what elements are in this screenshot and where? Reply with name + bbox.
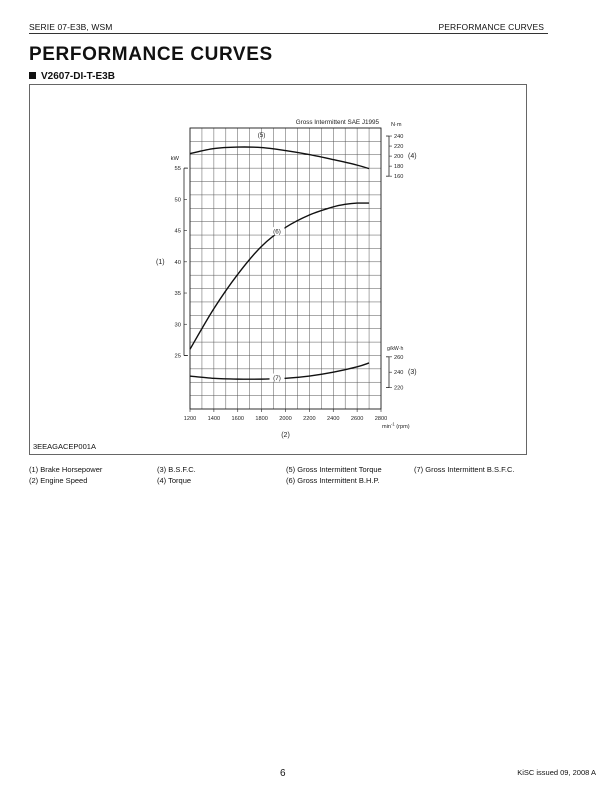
legend-item: (4) Torque [157, 476, 192, 485]
torque-tick-label: 240 [394, 134, 404, 141]
torque-tick-label: 220 [394, 144, 404, 151]
torque-tick-label: 160 [394, 174, 404, 181]
x-tick-label: 1600 [231, 416, 244, 422]
bsfc-axis-unit: g/kW·h [387, 345, 404, 352]
chart-title: Gross Intermittent SAE J1995 [295, 119, 379, 126]
x-tick-label: 2400 [327, 416, 340, 422]
x-tick-label: 2800 [374, 416, 388, 422]
model-heading [29, 71, 115, 82]
series-label: (5) [257, 132, 266, 140]
header-series: SERIE 07-E3B, WSM [29, 22, 113, 32]
legend-item: (1) Brake Horsepower [29, 465, 103, 474]
bsfc-tick-label: 240 [394, 370, 404, 377]
bsfc-axis-ref: (3) [408, 369, 417, 377]
series-label: (6) [273, 228, 281, 236]
header-section: PERFORMANCE CURVES [438, 22, 544, 32]
legend-item: (2) Engine Speed [29, 476, 88, 485]
power-tick-label: 40 [174, 259, 181, 266]
power-axis-ref: (1) [156, 258, 165, 266]
legend-item: (3) B.S.F.C. [157, 465, 196, 474]
performance-chart [30, 85, 528, 456]
x-axis-ref: (2) [281, 432, 290, 439]
x-axis-label: $\min^{-1} (rpm)$ [382, 421, 410, 430]
legend-item: (5) Gross Intermittent Torque [286, 465, 382, 474]
power-tick-label: 50 [174, 197, 181, 204]
x-tick-label: 2200 [303, 416, 316, 422]
figure-code: 3EEAGACEP001A [33, 442, 96, 451]
figure-frame [29, 84, 527, 455]
x-tick-label: 1400 [207, 416, 221, 422]
power-axis-unit: kW [170, 156, 179, 163]
square-bullet-icon [29, 72, 36, 79]
power-tick-label: 25 [174, 353, 181, 360]
legend-col-4 [414, 464, 514, 475]
series-line [190, 147, 369, 169]
x-tick-label: 1800 [255, 416, 268, 422]
legend-col-3 [286, 464, 382, 486]
power-tick-label: 30 [174, 322, 181, 329]
legend-col-2 [157, 464, 196, 486]
series-line [190, 203, 369, 349]
power-tick-label: 55 [174, 166, 181, 173]
legend-item: (7) Gross Intermittent B.S.F.C. [414, 465, 515, 474]
x-tick-label: 1200 [183, 416, 197, 422]
legend-col-1 [29, 464, 102, 486]
page-title: PERFORMANCE CURVES [29, 44, 273, 65]
series-label: (7) [273, 375, 281, 383]
model-name: V2607-DI-T-E3B [41, 71, 115, 82]
torque-axis-unit: N·m [391, 122, 402, 129]
power-tick-label: 45 [174, 228, 181, 235]
header-rule [29, 33, 548, 34]
bsfc-tick-label: 260 [394, 354, 404, 361]
legend-item: (6) Gross Intermittent B.H.P. [286, 476, 380, 485]
issue-note: KiSC issued 09, 2008 A [517, 768, 596, 777]
torque-tick-label: 180 [394, 164, 404, 171]
bsfc-tick-label: 220 [394, 385, 404, 392]
page-number: 6 [280, 768, 286, 779]
torque-axis-ref: (4) [408, 153, 417, 161]
power-tick-label: 35 [174, 291, 181, 298]
torque-tick-label: 200 [394, 154, 404, 161]
x-tick-label: 2000 [279, 416, 292, 422]
x-tick-label: 2600 [350, 416, 364, 422]
